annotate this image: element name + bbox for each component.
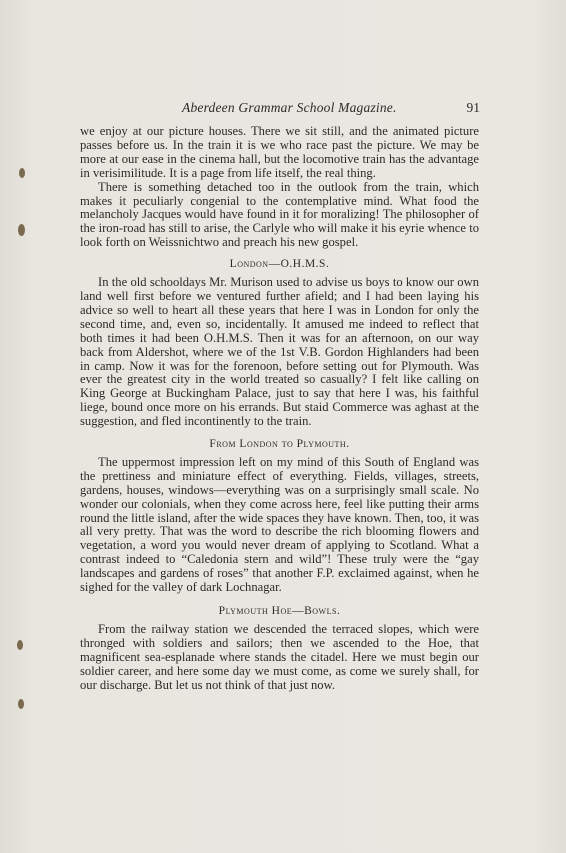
article-body [80, 125, 479, 692]
margin-mark [17, 640, 23, 650]
section-heading: From London to Plymouth. [209, 438, 350, 451]
magazine-title: Aberdeen Grammar School Magazine. [182, 100, 397, 115]
paragraph: we enjoy at our picture houses. There we sit still, and the animated picture passes before us. In the train it is we who race past the picture. We may be more at our ease in the cinema hall, but the locomotive train has the advantage in verisimilitude. It is a page from life itself, the real thing. [80, 124, 479, 180]
margin-mark [19, 168, 25, 178]
margin-mark [18, 699, 24, 709]
paragraph: From the railway station we descended the terraced slopes, which were thronged with soldiers and sailors; then we ascended to the Hoe, that magnificent sea-esplanade where stands the citadel. Here we must begin our soldier career, and here some day we must come, as come we surely shall, for our discharge. But let us not think of that just now. [80, 621, 479, 692]
paragraph: The uppermost impression left on my mind of this South of England was the prettiness and miniature effect of everything. Fields, villages, streets, gardens, houses, windows—everything was on a surprisingly small scale. No wonder our colonials, when they come across here, feel like putting their arms round the little island, after the wide spaces they have known. Then, too, it was all very pretty. That was the word to describe the rich blooming flowers and vegetation, a word you would never dream of applying to Scotland. What a contrast indeed to “Caledonia stern and wild”! These truly were the “gay landscapes and gardens of roses” that another F.P. exclaimed against, when he sighed for the valley of dark Lochnagar. [80, 454, 479, 595]
section-heading: Plymouth Hoe—Bowls. [218, 605, 341, 617]
running-header [80, 100, 480, 120]
paragraph: In the old schooldays Mr. Murison used to advise us boys to know our own land well first before we ventured further afield; and I had been laying his advice so well to heart all these years that here I was in London for only the second time, and, even so, incidentally. It amused me indeed to reflect that both times it had been O.H.M.S. Then it was for an afternoon, on our way back from Aldershot, where we of the 1st V.B. Gordon Highlanders had been in camp. Now it was for the forenoon, before setting out for Plymouth. Was ever the greatest city in the world treated so casually? I felt like calling on King George at Buckingham Palace, just to say that here I was, his faithful liege, bound once more on his errands. But staid Commerce was aghast at the suggestion, and fled incontinently to the train. [80, 275, 479, 429]
page-number: 91 [466, 100, 480, 115]
section-heading: London—O.H.M.S. [229, 258, 330, 271]
paragraph: There is something detached too in the outlook from the train, which makes it peculiarly congenial to the contemplative mind. What food the melancholy Jacques would have found in it for moralizing! The philosopher of the iron-road has still to arise, the Carlyle who will make it his eyrie whence to look forth on Weissnichtwo and preach his new gospel. [80, 179, 479, 250]
margin-mark [18, 224, 25, 236]
